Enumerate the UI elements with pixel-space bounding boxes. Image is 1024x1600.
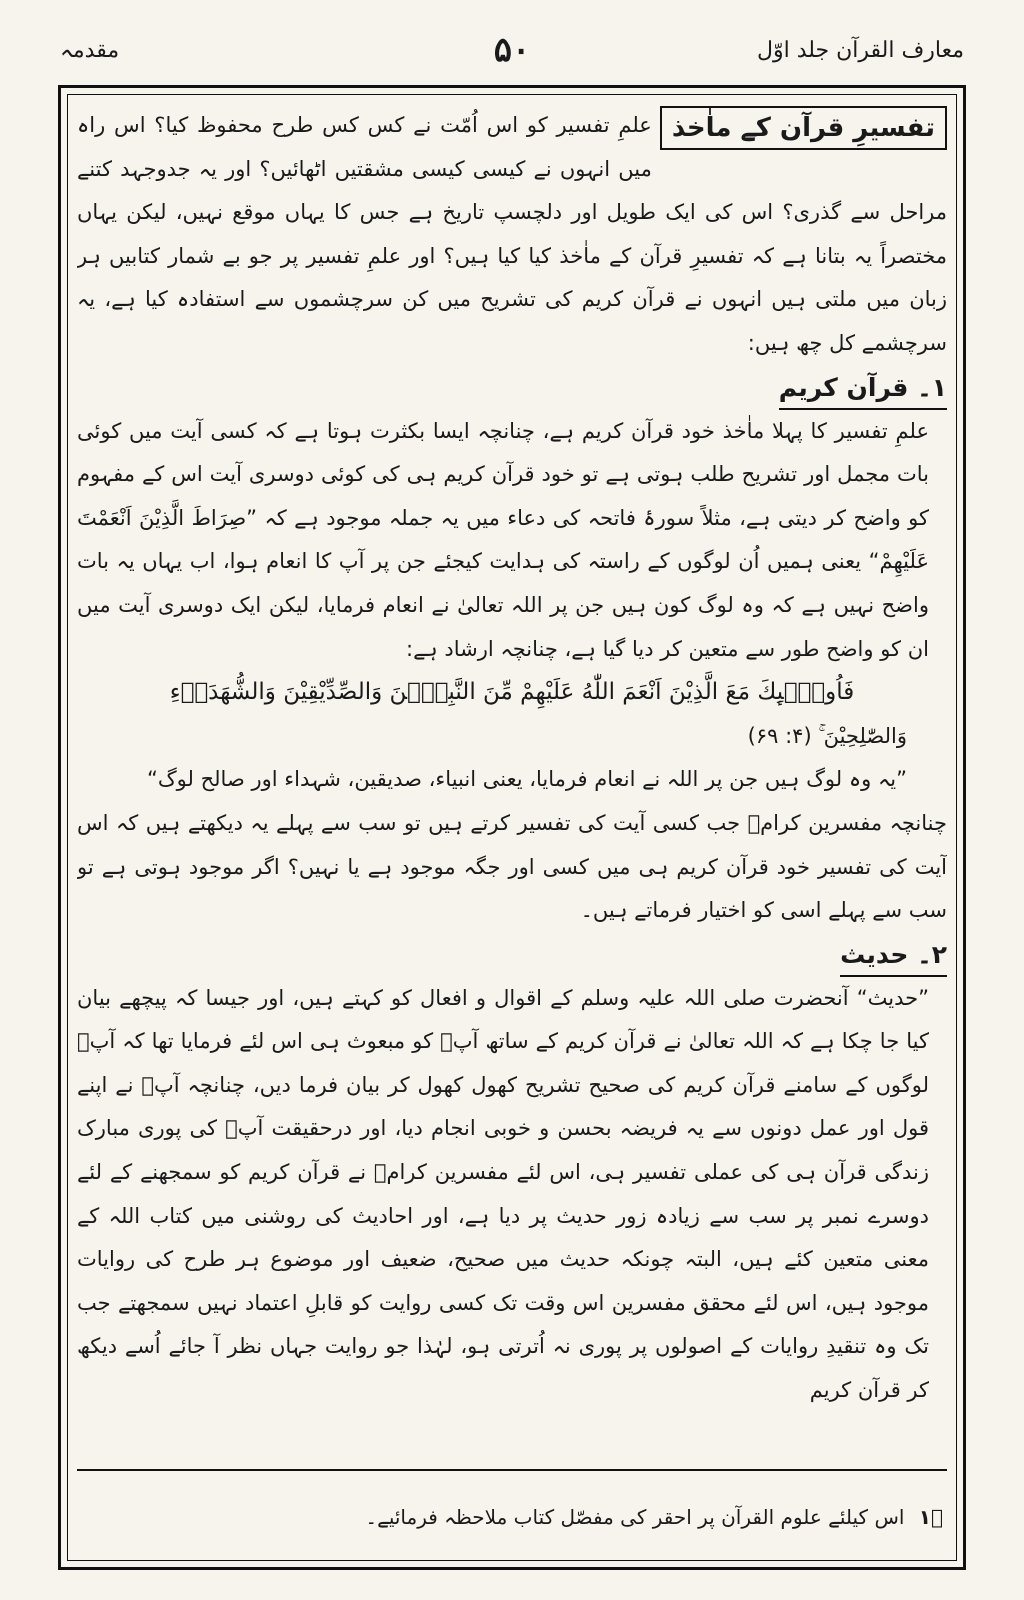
hadith-paragraph: ”حدیث“ آنحضرت صلی اللہ علیہ وسلم کے اقوال و افعال کو کہتے ہیں، اور جیسا کہ پیچھے بیان کیا جا چکا ہے کہ اللہ تعالیٰ نے قرآن کریم کے ساتھ آپؐ کو مبعوث ہی اس لئے فرمایا تھا کہ آپؐ لوگوں کے سامنے قرآن کریم کی صحیح تشریح کھول کھول کر بیان فرما دیں، چنانچہ آپؐ نے اپنے قول اور عمل دونوں سے یہ فریضہ بحسن و خوبی انجام دیا، اور درحقیقت آپؐ کی پوری مبارک زندگی قرآن ہی کی عملی تفسیر ہی، اس لئے مفسرین کرامؒ نے قرآن کریم کو سمجھنے کے لئے دوسرے نمبر پر سب سے زیادہ زور حدیث پر دیا ہے، اور احادیث کی روشنی میں کتاب اللہ کے معنی متعین کئے ہیں، البتہ چونکہ حدیث میں صحیح، ضعیف اور موضوع ہر طرح کی روایات موجود ہیں، اس لئے محقق مفسرین اس وقت تک کسی روایت کو قابلِ اعتماد نہیں سمجھتے جب تک وہ تنقیدِ روایات کے اصولوں پر پوری نہ اُترتی ہو، لہٰذا جو روایت جہاں نظر آ جائے اُسے دیکھ کر قرآن کریم (77, 985, 929, 1403)
intro-paragraph (77, 104, 947, 366)
page-number: ۵۰ (493, 30, 531, 70)
quran-conclusion-paragraph: چنانچہ مفسرین کرامؒ جب کسی آیت کی تفسیر کرتے ہیں تو سب سے پہلے یہ دیکھتے ہیں کہ اس آیت کی تفسیر خود قرآن کریم ہی میں کسی اور جگہ موجود ہے یا نہیں؟ اگر موجود ہوتی ہے تو سب سے پہلے اسی کو اختیار فرماتے ہیں۔ (77, 810, 947, 923)
quran-paragraph: علمِ تفسیر کا پہلا ماٰخذ خود قرآن کریم ہے، چنانچہ ایسا بکثرت ہوتا ہے کہ کسی آیت میں کوئی بات مجمل اور تشریح طلب ہوتی ہے تو خود قرآن کریم ہی کی کوئی دوسری آیت اس کے مفہوم کو واضح کر دیتی ہے، مثلاً سورۂ فاتحہ کی دعاء میں یہ جملہ موجود ہے کہ ”صِرَاطَ الَّذِيْنَ اَنْعَمْتَ عَلَيْهِمْ“ یعنی ہمیں اُن لوگوں کے راستہ کی ہدایت کیجئے جن پر آپ کا انعام ہوا، اب یہاں یہ بات واضح نہیں ہے کہ وہ لوگ کون ہیں جن پر اللہ تعالیٰ نے انعام فرمایا، لیکن ایک دوسری آیت میں ان کو واضح طور سے متعین کر دیا گیا ہے، چنانچہ ارشاد ہے: (77, 418, 929, 661)
page-header (60, 30, 964, 90)
footnote-text: اس کیلئے علوم القرآن پر احقر کی مفصّل کتاب ملاحظہ فرمائیے۔ (365, 1505, 905, 1529)
footnote (77, 1497, 943, 1537)
footnote-marker: ۱ؔ (918, 1505, 943, 1529)
arabic-verse-continuation (77, 715, 947, 759)
section-heading-quran: ۱۔ قرآن کریم (77, 366, 947, 410)
verse-reference: (۴: ۶۹) (747, 723, 812, 748)
arabic-verse: فَاُولٰۤىِٕكَ مَعَ الَّذِيْنَ اَنْعَمَ اللّٰهُ عَلَيْهِمْ مِّنَ النَّبِيّٖنَ وَالصِّدِّيْقِيْنَ وَالشُّهَدَاۤءِ (169, 679, 855, 706)
article-body (77, 104, 947, 1463)
section-name: مقدمہ (60, 38, 120, 63)
footnote-divider (77, 1469, 947, 1471)
verse-translation: ”یہ وہ لوگ ہیں جن پر اللہ نے انعام فرمایا، یعنی انبیاء، صدیقین، شہداء اور صالح لوگ“ (147, 767, 907, 792)
arabic-verse-end: وَالصّٰلِحِيْنَ ۚ (818, 723, 907, 748)
intro-text: علمِ تفسیر کو اس اُمّت نے کس کس طرح محفوظ کیا؟ اس راہ میں انہوں نے کیسی کیسی مشقتیں اٹھائیں؟ اور یہ جدوجہد کتنے مراحل سے گذری؟ اس کی ایک طویل اور دلچسپ تاریخ ہے جس کا یہاں موقع نہیں، لیکن یہاں مختصراً یہ بتانا ہے کہ تفسیرِ قرآن کے ماٰخذ کیا کیا ہیں؟ اور علمِ تفسیر پر جو بے شمار کتابیں ہر زبان میں ملتی ہیں انہوں نے قرآن کریم کی تشریح میں کن سرچشموں سے استفادہ کیا ہے، یہ سرچشمے کل چھ ہیں: (77, 113, 947, 355)
section-heading-hadith: ۲۔ حدیث (77, 933, 947, 977)
book-title: معارف القرآن جلد اوّل (756, 38, 964, 63)
article-title: تفسیرِ قرآن کے ماٰخذ (660, 106, 947, 150)
page-frame (58, 85, 966, 1570)
